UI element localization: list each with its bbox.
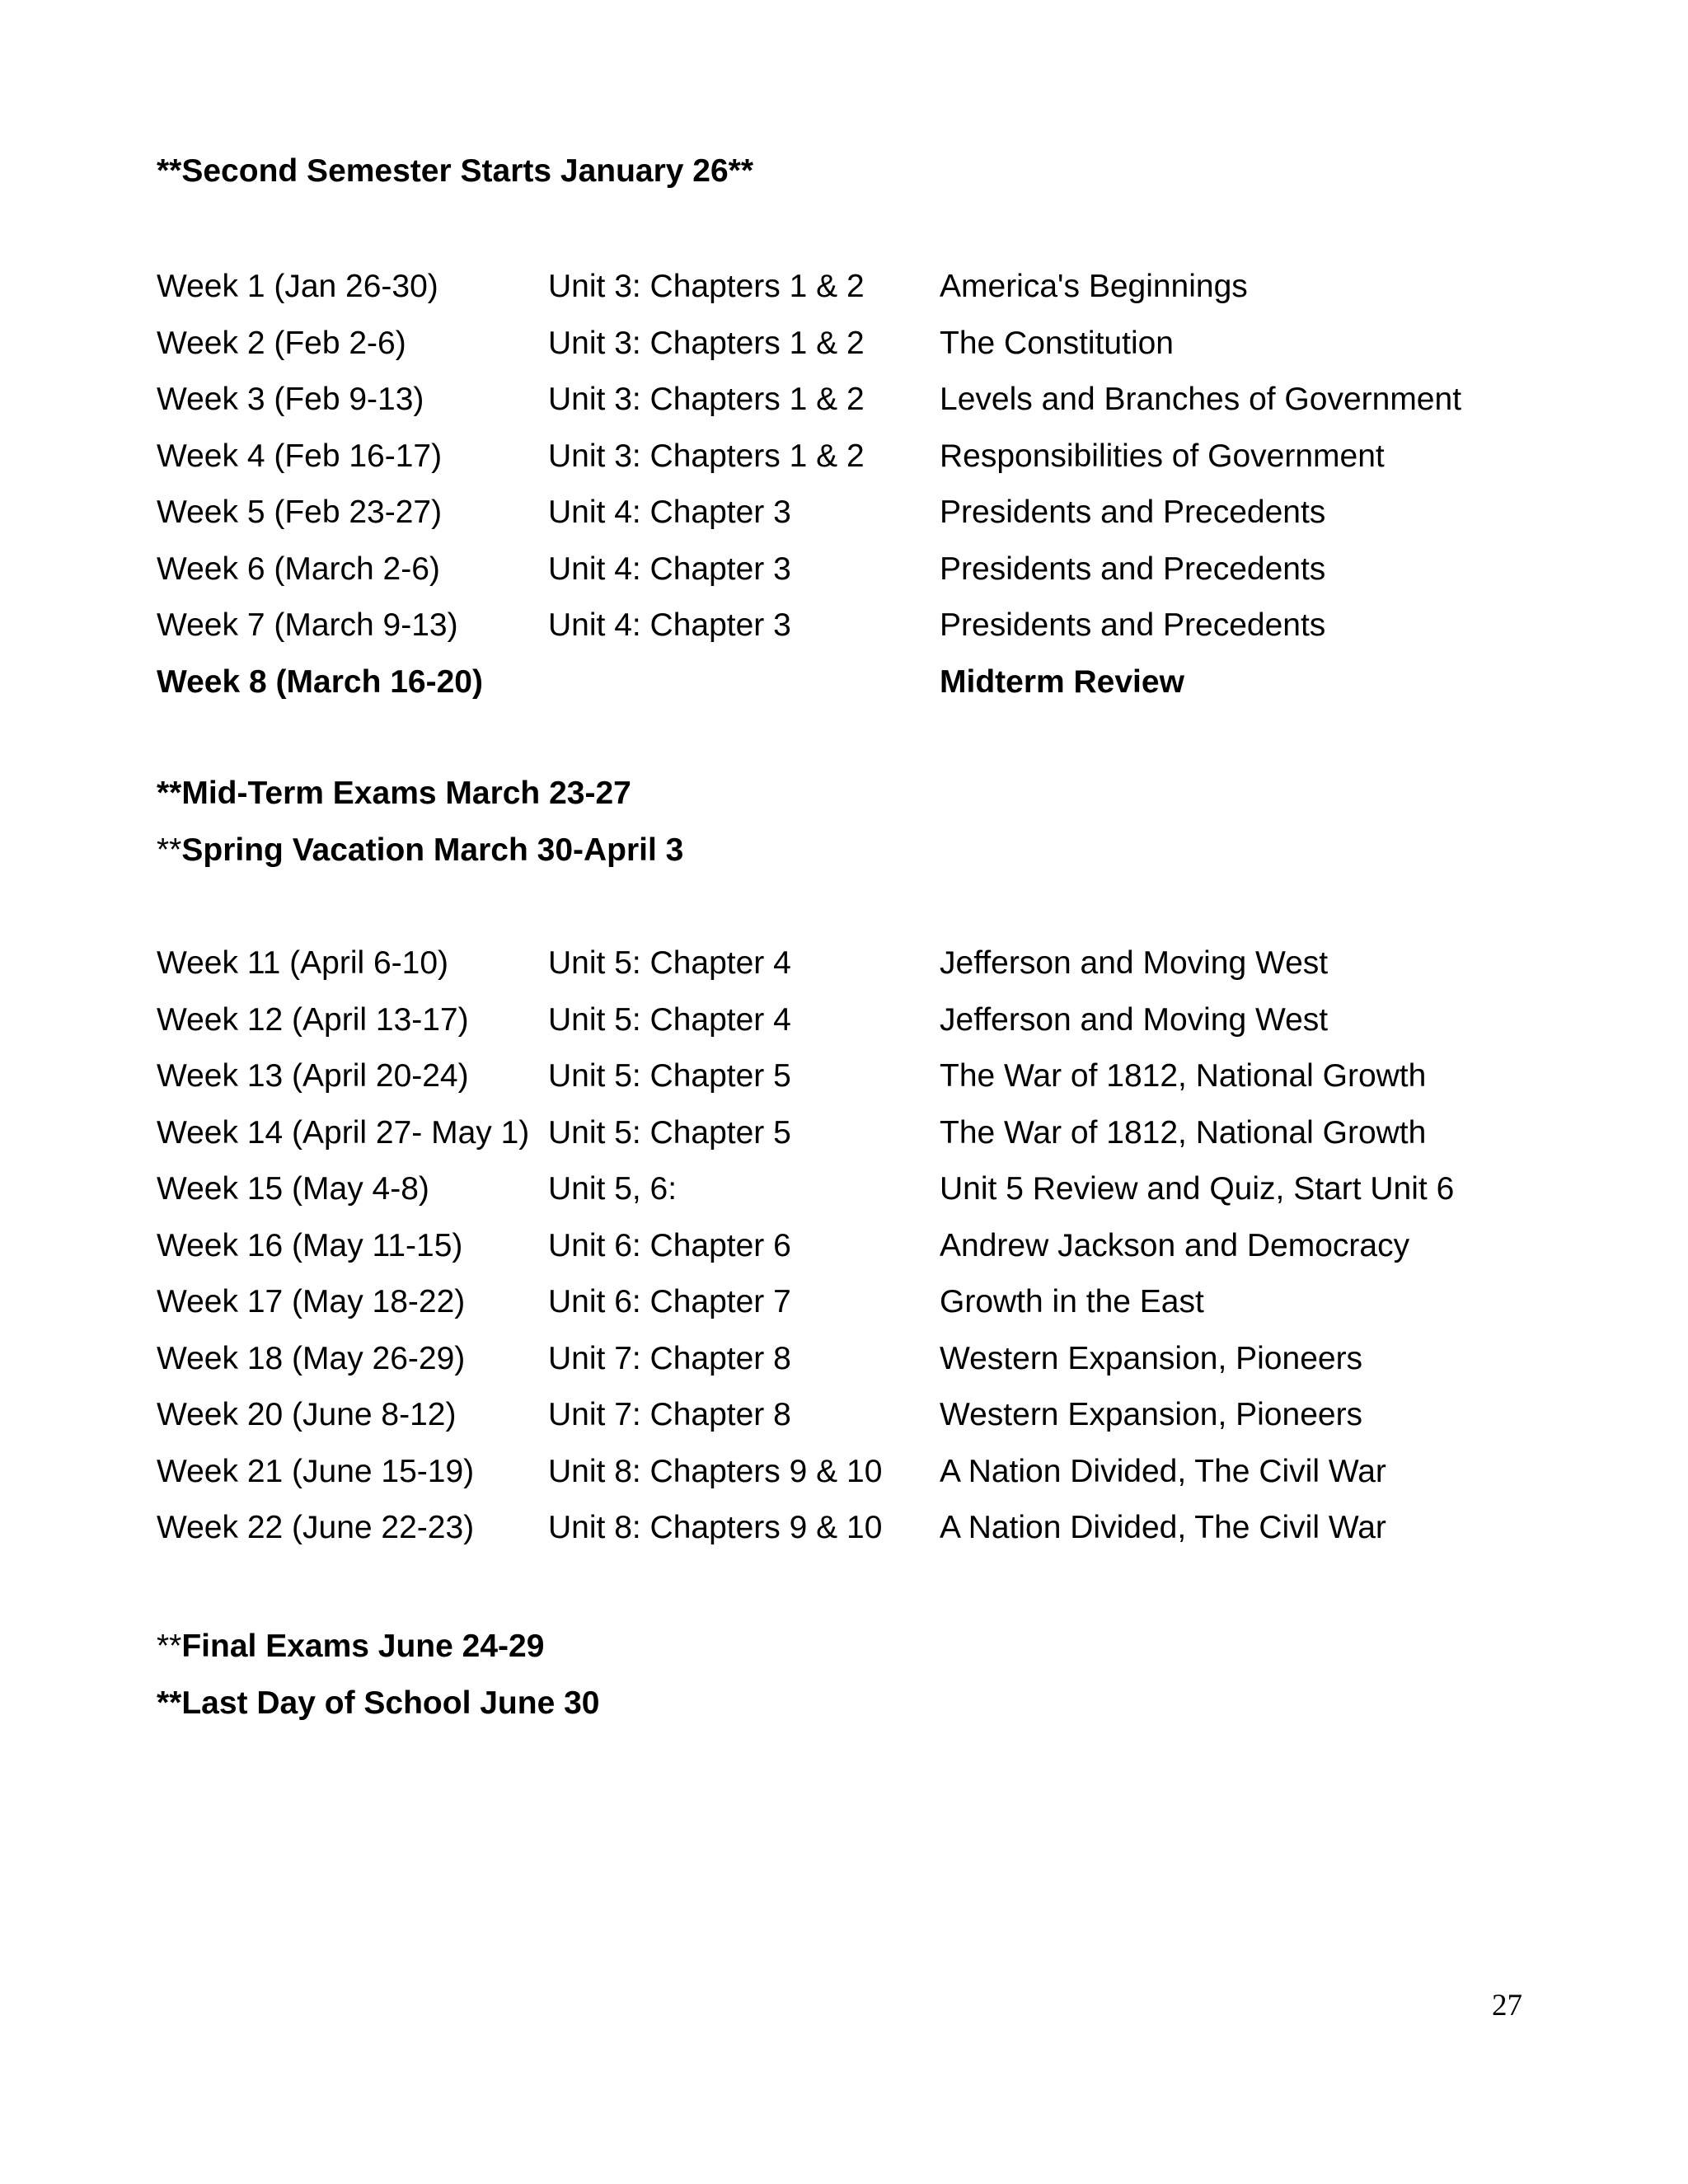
topic-cell: The Constitution bbox=[940, 325, 1174, 361]
topic-cell: Jefferson and Moving West bbox=[940, 1001, 1329, 1038]
unit-cell: Unit 4: Chapter 3 bbox=[548, 607, 791, 643]
schedule-row bbox=[157, 1114, 1558, 1171]
schedule-row bbox=[157, 325, 1558, 382]
topic-cell: A Nation Divided, The Civil War bbox=[940, 1510, 1386, 1545]
topic-cell: The War of 1812, National Growth bbox=[940, 1114, 1427, 1151]
schedule-row bbox=[157, 1057, 1558, 1114]
semester-start-heading: **Second Semester Starts January 26** bbox=[157, 153, 754, 189]
topic-cell: Presidents and Precedents bbox=[940, 494, 1326, 530]
schedule-row bbox=[157, 1170, 1558, 1227]
week-cell: Week 6 (March 2-6) bbox=[157, 551, 440, 587]
unit-cell: Unit 5: Chapter 4 bbox=[548, 945, 791, 981]
schedule-row bbox=[157, 438, 1558, 494]
topic-cell: Western Expansion, Pioneers bbox=[940, 1397, 1363, 1432]
topic-cell: Western Expansion, Pioneers bbox=[940, 1340, 1363, 1376]
week-cell: Week 22 (June 22-23) bbox=[157, 1510, 475, 1545]
week-cell: Week 1 (Jan 26-30) bbox=[157, 269, 438, 304]
topic-cell: Unit 5 Review and Quiz, Start Unit 6 bbox=[940, 1171, 1455, 1207]
unit-cell: Unit 3: Chapters 1 & 2 bbox=[548, 269, 865, 304]
schedule-row bbox=[157, 1340, 1558, 1397]
week-cell: Week 7 (March 9-13) bbox=[157, 607, 458, 643]
week-cell: Week 14 (April 27- May 1) bbox=[157, 1114, 530, 1151]
unit-cell: Unit 7: Chapter 8 bbox=[548, 1340, 791, 1376]
unit-cell: Unit 3: Chapters 1 & 2 bbox=[548, 382, 865, 417]
unit-cell: Unit 3: Chapters 1 & 2 bbox=[548, 438, 865, 474]
schedule-row bbox=[157, 1453, 1558, 1510]
unit-cell: Unit 8: Chapters 9 & 10 bbox=[548, 1453, 883, 1489]
schedule-row bbox=[157, 551, 1558, 607]
unit-cell: Unit 3: Chapters 1 & 2 bbox=[548, 325, 865, 361]
final-exams-note bbox=[157, 1628, 544, 1666]
midterm-exams-note: **Mid-Term Exams March 23-27 bbox=[157, 776, 631, 811]
schedule-row bbox=[157, 944, 1558, 1001]
unit-cell: Unit 5: Chapter 4 bbox=[548, 1001, 791, 1038]
schedule-row bbox=[157, 381, 1558, 438]
schedule-row bbox=[157, 607, 1558, 663]
topic-cell: Responsibilities of Government bbox=[940, 438, 1385, 474]
schedule-row bbox=[157, 494, 1558, 551]
unit-cell: Unit 7: Chapter 8 bbox=[548, 1397, 791, 1432]
topic-cell: Growth in the East bbox=[940, 1284, 1204, 1319]
week-cell: Week 17 (May 18-22) bbox=[157, 1284, 466, 1319]
schedule-row bbox=[157, 1283, 1558, 1340]
unit-cell: Unit 5: Chapter 5 bbox=[548, 1114, 791, 1151]
page-number: 27 bbox=[1492, 1989, 1522, 2022]
week-cell: Week 4 (Feb 16-17) bbox=[157, 438, 443, 474]
schedule-row bbox=[157, 268, 1558, 325]
week-cell: Week 8 (March 16-20) bbox=[157, 663, 483, 700]
unit-cell: Unit 8: Chapters 9 & 10 bbox=[548, 1510, 883, 1545]
week-cell: Week 18 (May 26-29) bbox=[157, 1340, 466, 1376]
week-cell: Week 16 (May 11-15) bbox=[157, 1227, 463, 1263]
unit-cell: Unit 5: Chapter 5 bbox=[548, 1058, 791, 1094]
topic-cell: A Nation Divided, The Civil War bbox=[940, 1453, 1386, 1489]
topic-cell: Levels and Branches of Government bbox=[940, 382, 1462, 417]
schedule-row bbox=[157, 1001, 1558, 1058]
topic-cell: Andrew Jackson and Democracy bbox=[940, 1227, 1410, 1263]
spring-vacation-text: Spring Vacation March 30-April 3 bbox=[181, 832, 684, 868]
schedule-row bbox=[157, 663, 1558, 720]
week-cell: Week 2 (Feb 2-6) bbox=[157, 325, 406, 361]
unit-cell: Unit 5, 6: bbox=[548, 1171, 678, 1207]
topic-cell: The War of 1812, National Growth bbox=[940, 1058, 1427, 1094]
week-cell: Week 12 (April 13-17) bbox=[157, 1001, 469, 1038]
schedule-row bbox=[157, 1227, 1558, 1284]
spring-vacation-prefix: ** bbox=[157, 832, 182, 868]
unit-cell: Unit 6: Chapter 6 bbox=[548, 1227, 791, 1263]
week-cell: Week 5 (Feb 23-27) bbox=[157, 494, 443, 530]
final-exams-prefix: ** bbox=[157, 1629, 182, 1664]
unit-cell: Unit 4: Chapter 3 bbox=[548, 551, 791, 587]
last-day-note: **Last Day of School June 30 bbox=[157, 1685, 600, 1721]
topic-cell: America's Beginnings bbox=[940, 269, 1248, 304]
week-cell: Week 11 (April 6-10) bbox=[157, 945, 449, 981]
topic-cell: Jefferson and Moving West bbox=[940, 945, 1329, 981]
spring-vacation-note bbox=[157, 832, 683, 869]
week-cell: Week 13 (April 20-24) bbox=[157, 1058, 469, 1094]
unit-cell: Unit 6: Chapter 7 bbox=[548, 1284, 791, 1319]
topic-cell: Presidents and Precedents bbox=[940, 551, 1326, 587]
unit-cell: Unit 4: Chapter 3 bbox=[548, 494, 791, 530]
schedule-row bbox=[157, 1509, 1558, 1566]
topic-cell: Midterm Review bbox=[940, 663, 1184, 700]
final-exams-text: Final Exams June 24-29 bbox=[181, 1629, 545, 1664]
week-cell: Week 21 (June 15-19) bbox=[157, 1453, 475, 1489]
schedule-row bbox=[157, 1396, 1558, 1453]
week-cell: Week 3 (Feb 9-13) bbox=[157, 382, 424, 417]
topic-cell: Presidents and Precedents bbox=[940, 607, 1326, 643]
week-cell: Week 15 (May 4-8) bbox=[157, 1171, 429, 1207]
week-cell: Week 20 (June 8-12) bbox=[157, 1397, 457, 1432]
